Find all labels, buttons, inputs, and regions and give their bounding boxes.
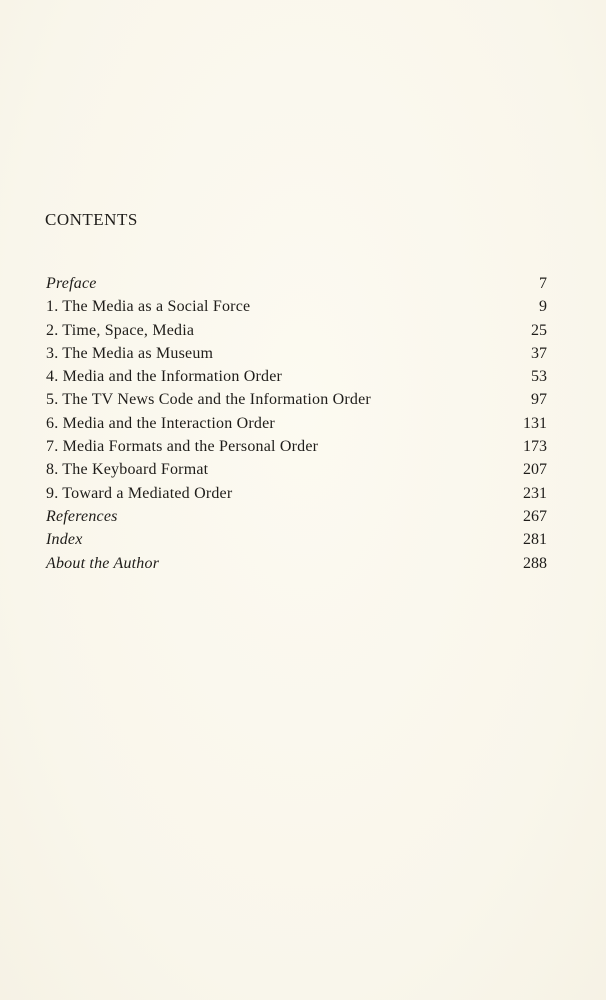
toc-entry-chapter-1 [46,295,547,318]
entry-page-number: 7 [539,275,547,292]
table-of-contents [46,272,547,575]
toc-entry-chapter-2 [46,319,547,342]
entry-page-number: 207 [523,461,547,479]
toc-entry-chapter-5 [46,388,547,411]
toc-entry-chapter-4 [46,365,547,388]
toc-entry-chapter-8 [46,458,547,481]
toc-entry-chapter-9 [46,482,547,505]
toc-entry-references [46,505,547,528]
entry-title: 8. The Keyboard Format [46,461,209,479]
entry-page-number: 97 [531,391,547,409]
entry-title: 4. Media and the Information Order [46,368,283,386]
entry-page-number: 267 [523,507,547,525]
contents-heading: CONTENTS [45,210,138,229]
entry-page-number: 131 [523,414,547,432]
entry-page-number: 37 [531,344,547,362]
toc-entry-chapter-3 [46,342,547,365]
toc-entry-preface [46,272,547,295]
toc-entry-index [46,528,547,551]
toc-entry-about-the-author [46,552,547,575]
entry-title: References [46,507,118,525]
toc-entry-chapter-7 [46,435,547,458]
entry-page-number: 53 [531,368,547,386]
entry-page-number: 231 [523,484,547,502]
entry-page-number: 281 [523,531,547,549]
entry-title: 7. Media Formats and the Personal Order [46,438,319,456]
entry-page-number: 9 [539,298,547,316]
entry-title: 9. Toward a Mediated Order [46,484,233,502]
entry-title: Preface [46,275,97,292]
entry-title: 2. Time, Space, Media [46,321,195,339]
entry-title: 6. Media and the Interaction Order [46,414,275,432]
entry-title: 1. The Media as a Social Force [46,298,251,316]
entry-page-number: 288 [523,554,547,572]
entry-title: 5. The TV News Code and the Information Order [46,391,371,409]
entry-page-number: 25 [531,321,547,339]
entry-title: About the Author [46,554,160,572]
entry-title: Index [46,531,83,549]
entry-title: 3. The Media as Museum [46,344,214,362]
entry-page-number: 173 [523,438,547,456]
toc-entry-chapter-6 [46,412,547,435]
